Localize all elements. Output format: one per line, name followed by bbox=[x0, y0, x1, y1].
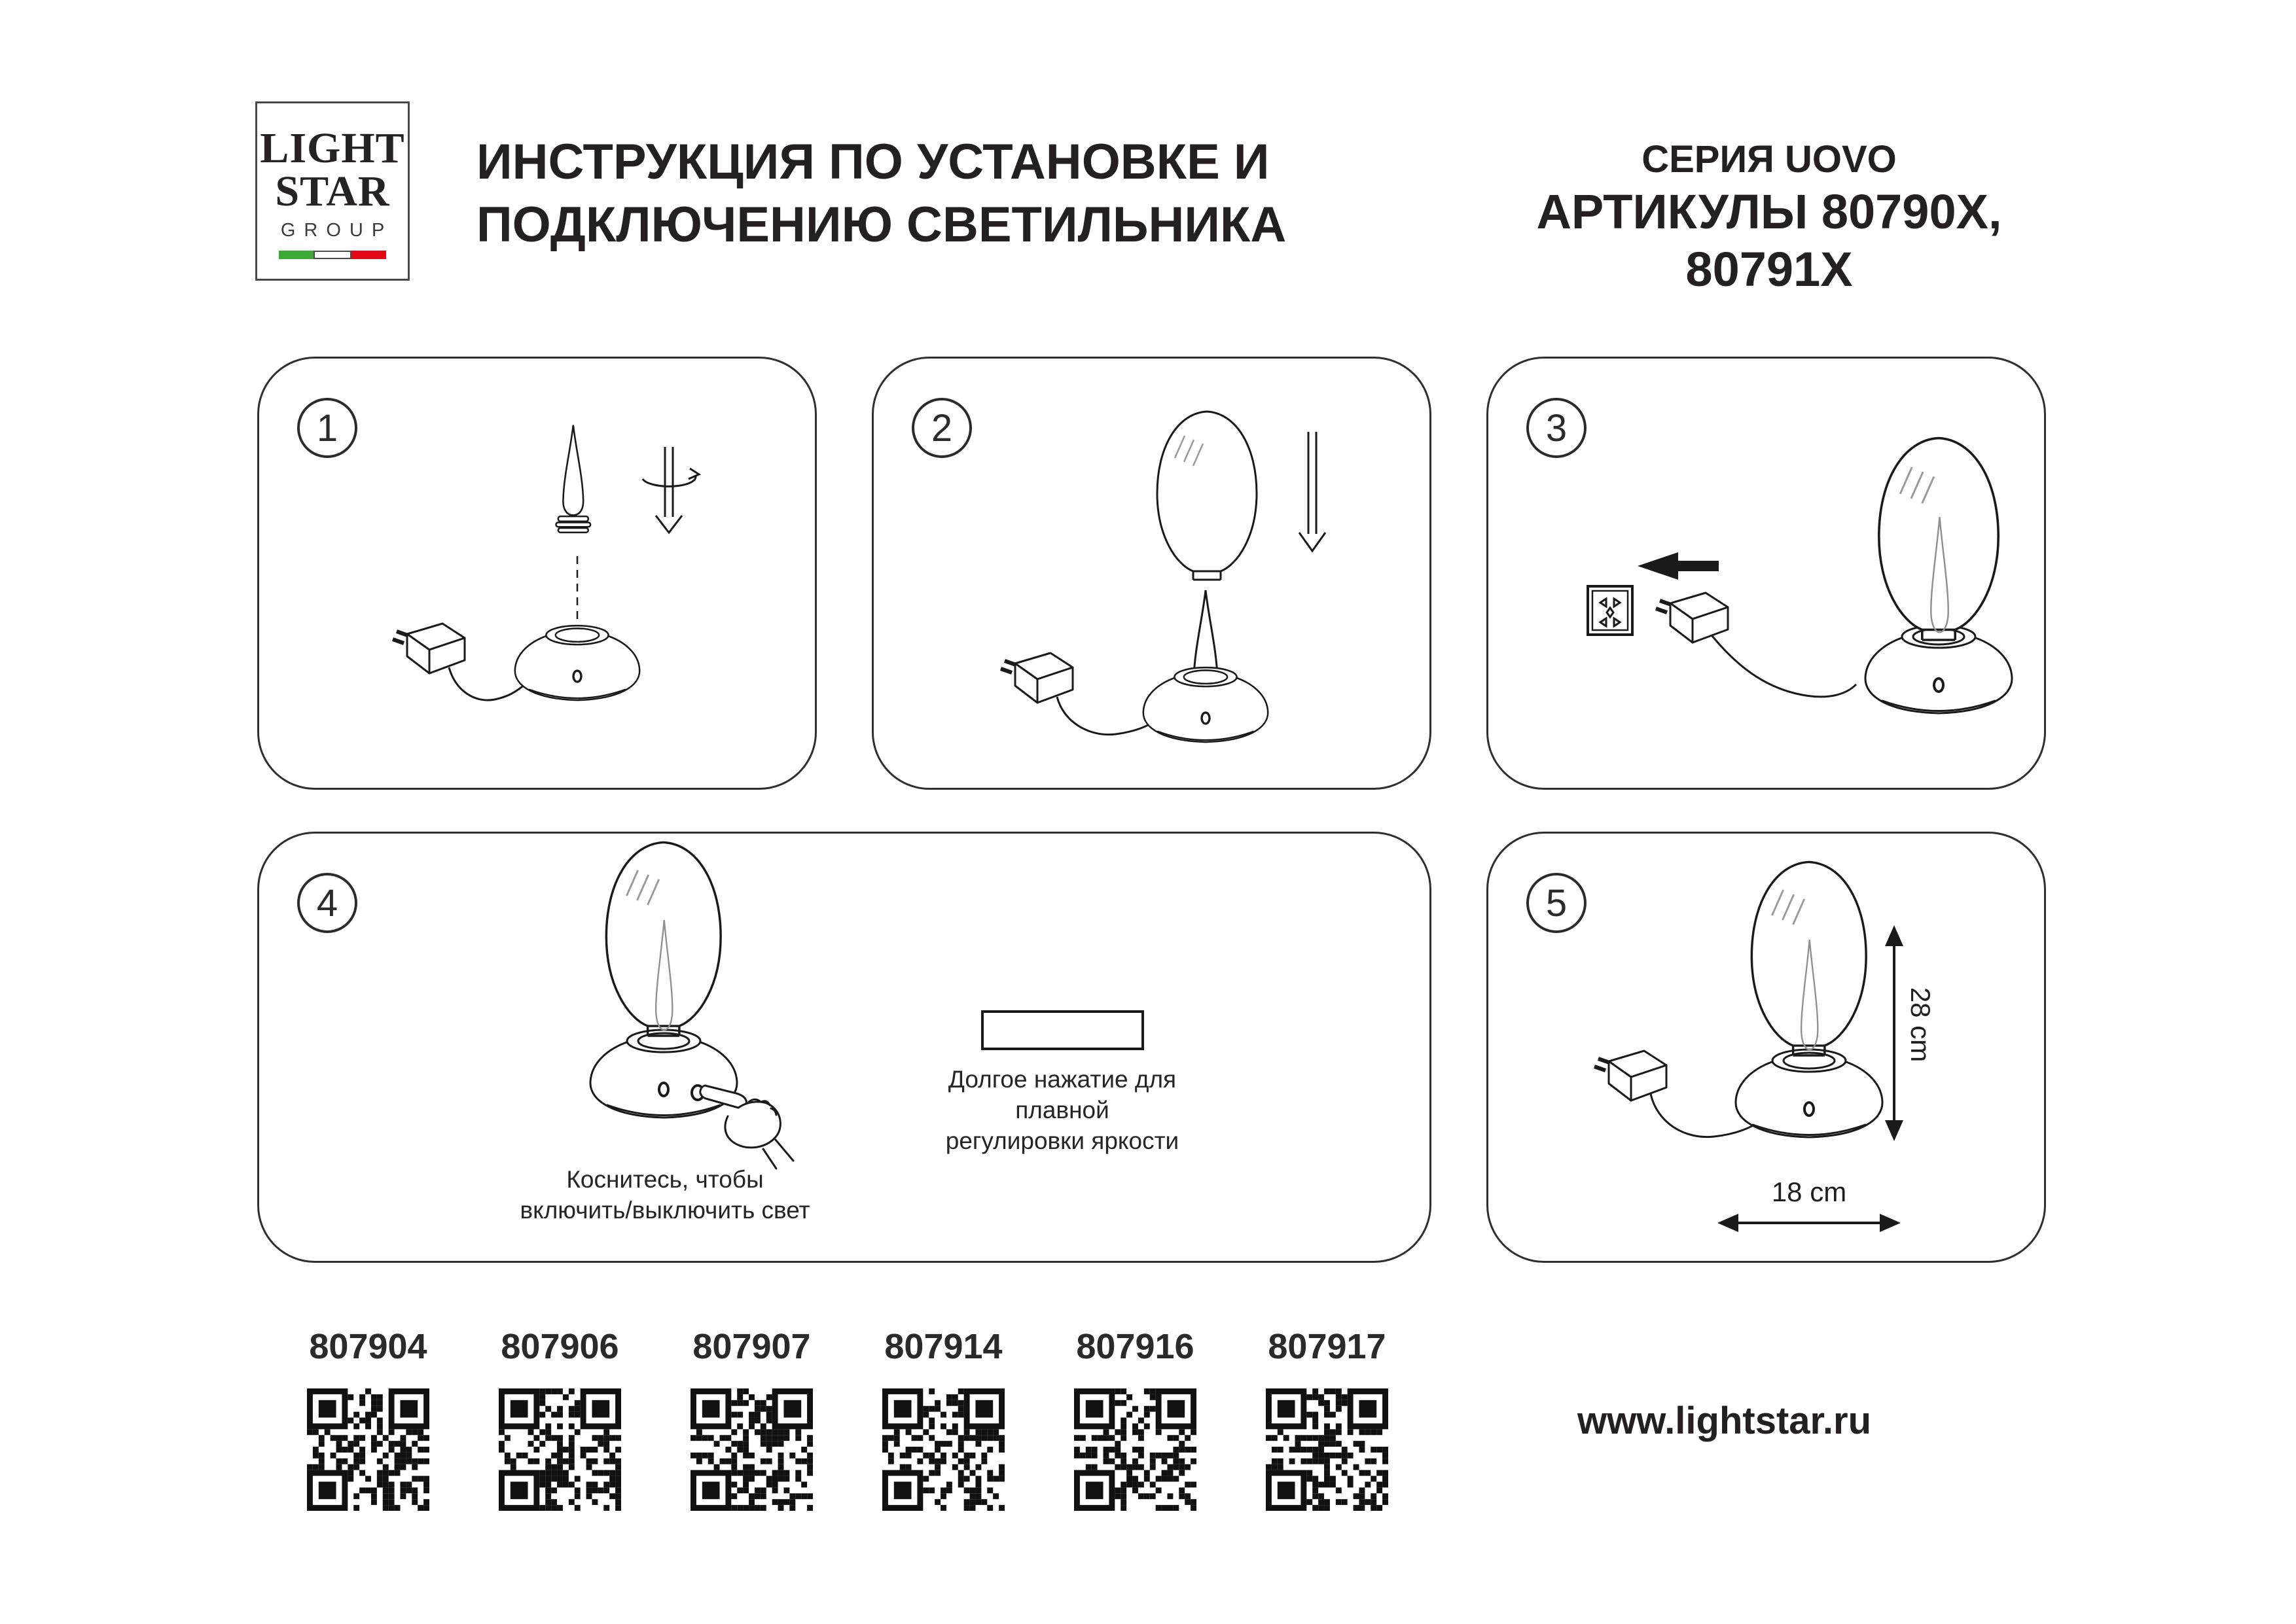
qr-code bbox=[499, 1388, 621, 1511]
article-item bbox=[848, 1327, 1039, 1514]
step-number-badge: 5 bbox=[1526, 873, 1587, 933]
lamp-base bbox=[515, 626, 639, 700]
glass-shade bbox=[1879, 438, 1998, 640]
article-code: 807907 bbox=[692, 1327, 811, 1366]
series-name: СЕРИЯ UOVO bbox=[1641, 138, 1897, 181]
flag-red bbox=[351, 251, 386, 259]
article-code: 807914 bbox=[884, 1327, 1003, 1366]
qr-code bbox=[1266, 1388, 1388, 1511]
article-code: 807906 bbox=[501, 1327, 619, 1366]
power-adapter-icon bbox=[1001, 653, 1073, 703]
glass-shade bbox=[606, 842, 721, 1036]
power-adapter-icon bbox=[393, 624, 465, 673]
height-dimension-label: 28 cm bbox=[1905, 987, 1936, 1063]
width-dimension-arrow bbox=[1717, 1214, 1901, 1232]
plug-in-arrow-icon bbox=[1638, 552, 1719, 580]
article-item bbox=[272, 1327, 464, 1514]
spike-part bbox=[556, 425, 590, 533]
qr-code bbox=[1074, 1388, 1196, 1511]
qr-code bbox=[882, 1388, 1005, 1511]
height-dimension-arrow bbox=[1885, 925, 1903, 1141]
step-panel-1 bbox=[257, 357, 817, 790]
articles-row bbox=[272, 1327, 1423, 1514]
page-title-line1: ИНСТРУКЦИЯ ПО УСТАНОВКЕ И bbox=[476, 134, 1270, 190]
hold-caption-line1: Долгое нажатие для плавной bbox=[948, 1066, 1177, 1123]
articles-line2: 80791Х bbox=[1685, 242, 1853, 296]
website-url: www.lightstar.ru bbox=[1577, 1400, 1872, 1442]
glass-shade bbox=[1157, 412, 1257, 580]
step-number-badge: 1 bbox=[297, 398, 357, 458]
page-title-line2: ПОДКЛЮЧЕНИЮ СВЕТИЛЬНИКА bbox=[476, 197, 1287, 253]
step-panel-2 bbox=[872, 357, 1431, 790]
lightstar-logo bbox=[255, 101, 410, 281]
screw-down-arrow-icon bbox=[643, 447, 699, 533]
page-title bbox=[476, 131, 1327, 256]
step2-illustration bbox=[874, 359, 1429, 788]
article-code: 807917 bbox=[1268, 1327, 1386, 1366]
hold-caption bbox=[899, 1064, 1226, 1156]
down-arrow-icon bbox=[1299, 432, 1325, 551]
articles-line1: АРТИКУЛЫ 80790Х, bbox=[1536, 185, 2002, 239]
width-dimension-label: 18 cm bbox=[1771, 1176, 1847, 1207]
article-code: 807916 bbox=[1076, 1327, 1194, 1366]
hold-caption-line2: регулировки яркости bbox=[945, 1127, 1179, 1154]
lamp-base bbox=[1143, 667, 1268, 742]
step3-illustration bbox=[1488, 359, 2044, 788]
qr-code bbox=[307, 1388, 429, 1511]
touch-caption-line1: Коснитесь, чтобы bbox=[566, 1166, 764, 1193]
logo-word-light: LIGHT bbox=[260, 124, 405, 172]
power-adapter-icon bbox=[1656, 593, 1728, 643]
article-item bbox=[1039, 1327, 1231, 1514]
logo-word-group: GROUP bbox=[280, 220, 393, 241]
series-block bbox=[1507, 136, 2031, 298]
step-panel-5 bbox=[1486, 832, 2046, 1263]
wall-socket-icon bbox=[1588, 586, 1632, 635]
pointing-hand-icon bbox=[700, 1086, 793, 1169]
touch-caption-line2: включить/выключить свет bbox=[520, 1197, 810, 1224]
lamp-base bbox=[1865, 626, 2012, 713]
touch-strip-shape bbox=[982, 1012, 1143, 1049]
step-panel-3 bbox=[1486, 357, 2046, 790]
flag-white bbox=[314, 251, 351, 259]
article-code: 807904 bbox=[309, 1327, 427, 1366]
article-item bbox=[464, 1327, 656, 1514]
logo-word-star: STAR bbox=[275, 168, 390, 215]
step1-illustration bbox=[259, 359, 815, 788]
glass-shade bbox=[1751, 862, 1866, 1055]
italian-flag-icon bbox=[279, 251, 386, 259]
step-panel-4 bbox=[257, 832, 1431, 1263]
step-number-badge: 3 bbox=[1526, 398, 1587, 458]
lamp-base bbox=[590, 1030, 737, 1118]
lamp-base bbox=[1736, 1050, 1882, 1137]
power-adapter-icon bbox=[1594, 1051, 1666, 1101]
step-number-badge: 2 bbox=[912, 398, 972, 458]
article-item bbox=[1231, 1327, 1423, 1514]
touch-caption bbox=[475, 1164, 855, 1226]
step-number-badge: 4 bbox=[297, 873, 357, 933]
qr-code bbox=[691, 1388, 813, 1511]
flag-green bbox=[279, 251, 314, 259]
article-item bbox=[656, 1327, 848, 1514]
